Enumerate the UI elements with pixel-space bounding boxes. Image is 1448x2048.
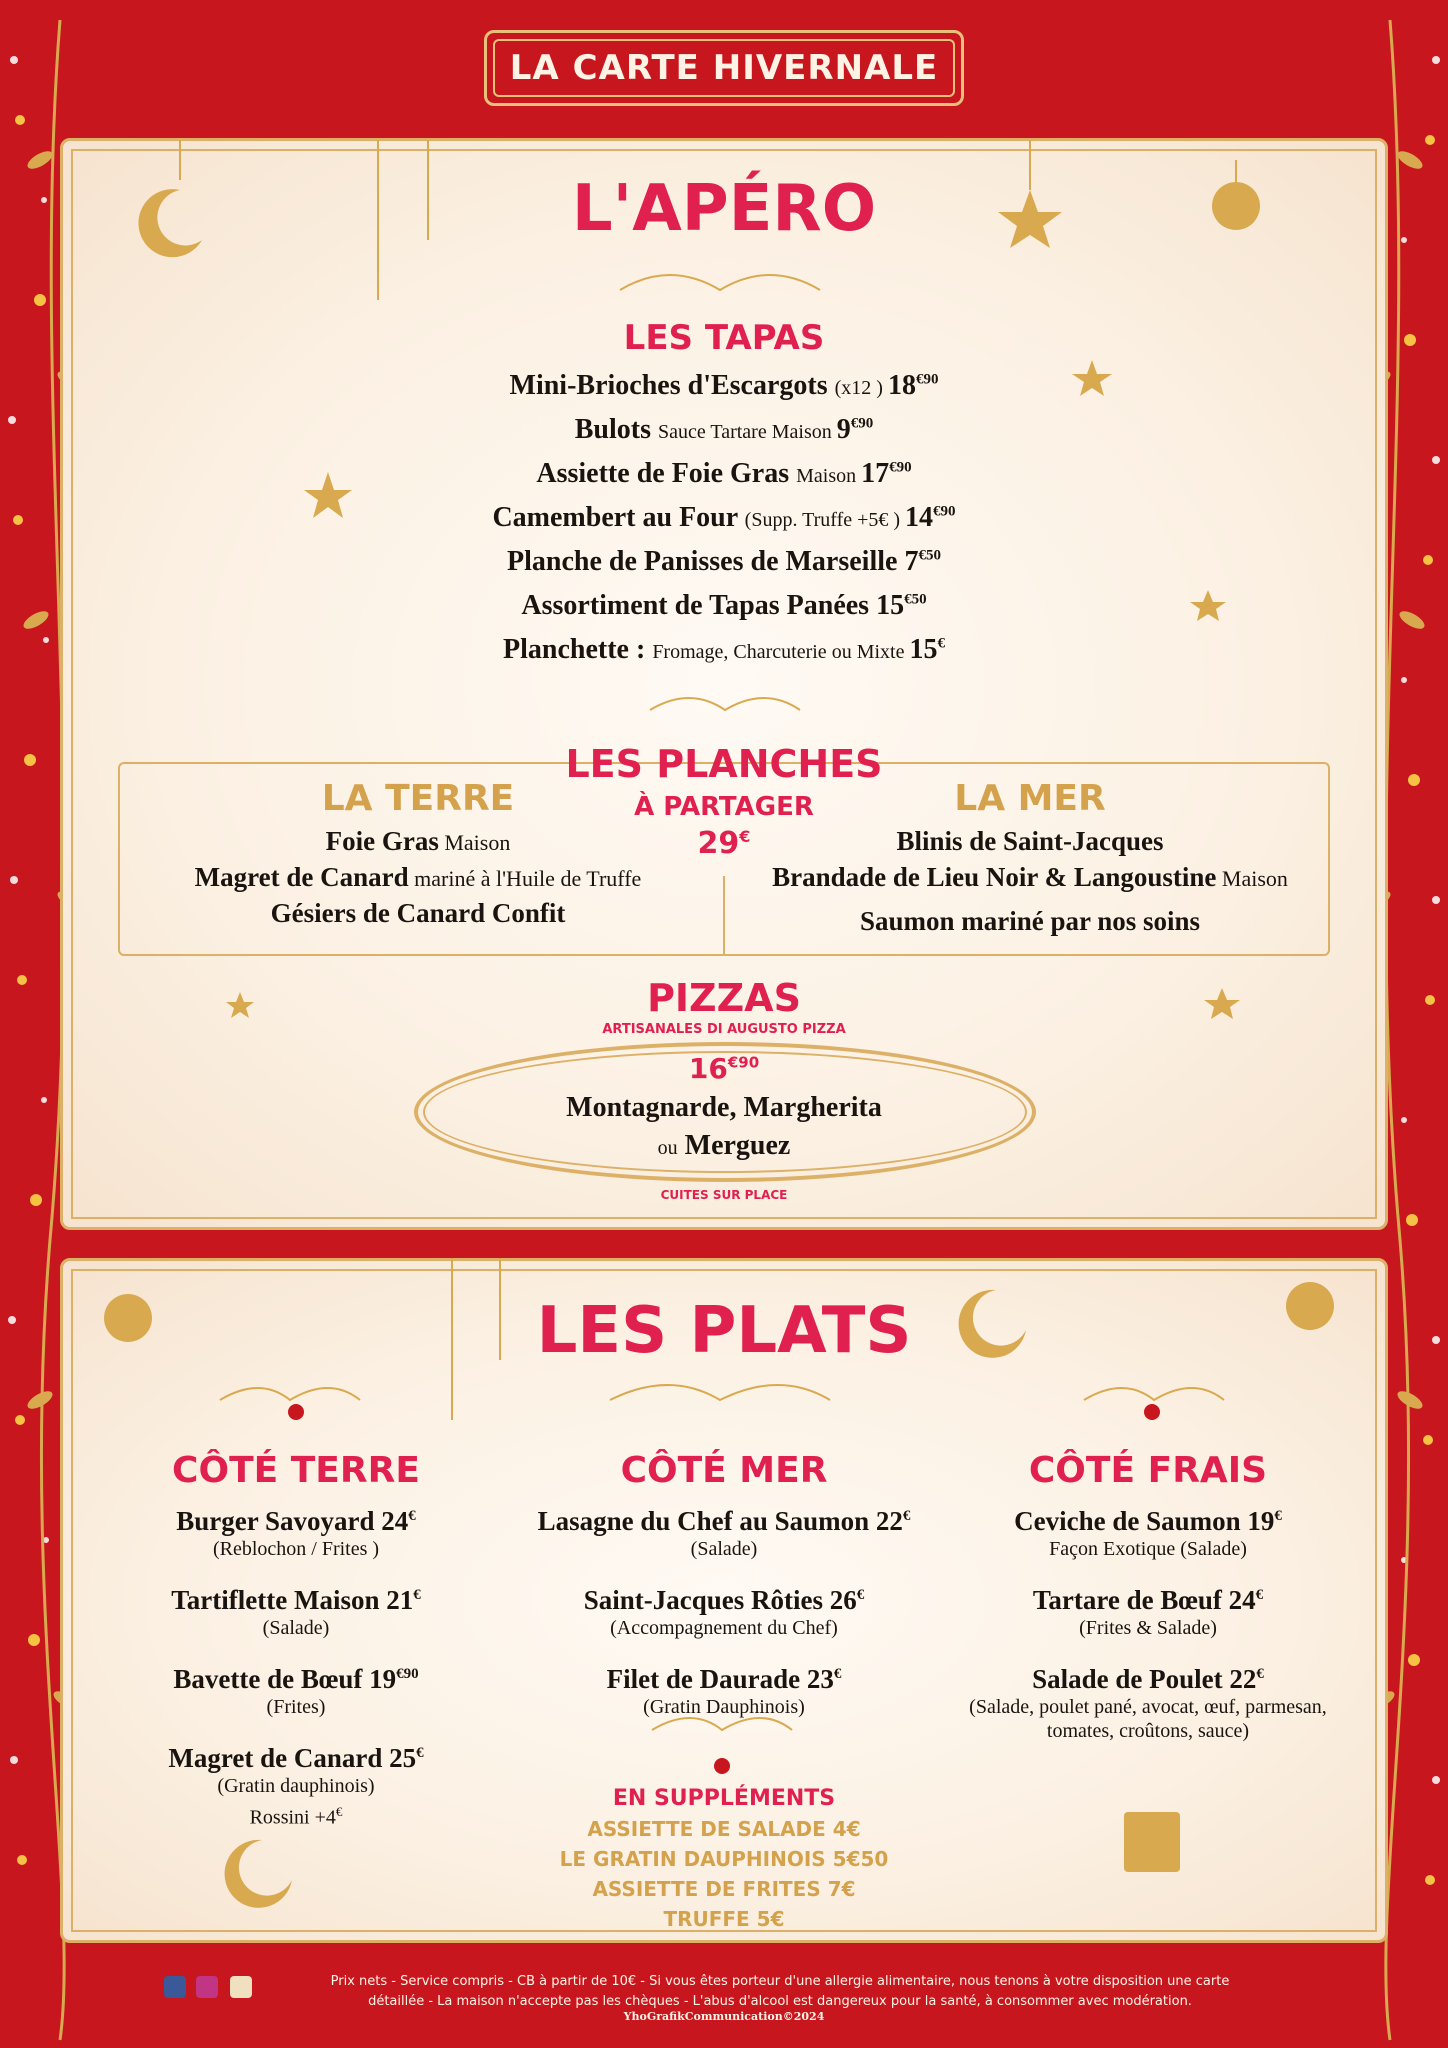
plat-name: Bavette de Bœuf 19 — [173, 1664, 397, 1694]
planche-name: Foie Gras — [325, 826, 439, 856]
planche-name: Gésiers de Canard Confit — [270, 898, 566, 928]
plat-detail: (Salade) — [690, 1538, 758, 1560]
plat-detail: (Salade) — [262, 1617, 330, 1639]
plat-price-sup: €90 — [396, 1666, 419, 1682]
mer-title: LA MER — [954, 778, 1106, 819]
tapas-price: 9 — [836, 414, 851, 445]
apero-title: L'APÉRO — [571, 172, 877, 246]
supplement-item: ASSIETTE DE SALADE 4€ — [587, 1817, 861, 1841]
plat-extra-text: Rossini +4 — [249, 1806, 336, 1829]
plat-price-sup: € — [856, 1587, 865, 1603]
plat-price-sup: € — [1274, 1508, 1282, 1524]
plat-price-sup: € — [413, 1587, 421, 1603]
tapas-item — [0, 502, 1448, 534]
tapas-item — [0, 634, 1448, 666]
planche-item — [730, 906, 1330, 937]
tapas-detail: (x12 ) — [834, 377, 888, 399]
plat-name: Saint-Jacques Rôties 26 — [583, 1585, 857, 1615]
plat-item — [524, 1658, 924, 1695]
terre-plats-list — [96, 1500, 496, 1848]
plat-name: Tartare de Bœuf 24 — [1032, 1585, 1256, 1615]
planche-item — [118, 898, 718, 929]
plat-detail: (Reblochon / Frites ) — [212, 1538, 380, 1560]
tapas-price: 17 — [861, 458, 890, 489]
supplements-list — [524, 1814, 924, 1934]
tapas-name: Camembert au Four — [492, 502, 745, 533]
plat-detail: (Accompagnement du Chef) — [610, 1617, 838, 1639]
plat-item — [96, 1500, 496, 1537]
supplements-title: EN SUPPLÉMENTS — [612, 1786, 836, 1811]
footer-credit: YhoGrafikCommunication©2024 — [623, 2010, 825, 2023]
plat-detail: (Salade, poulet pané, avocat, œuf, parmesan, tomates, croûtons, sauce) — [969, 1696, 1327, 1742]
plat-name: Ceviche de Saumon 19 — [1014, 1506, 1275, 1536]
plat-extra-sup: € — [335, 1804, 343, 1819]
tapas-price: 7 — [904, 546, 919, 577]
supplement-item: LE GRATIN DAUPHINOIS 5€50 — [559, 1847, 889, 1871]
plat-price-sup: € — [408, 1508, 416, 1524]
footer-line1: Prix nets - Service compris - CB à partir de 10€ - Si vous êtes porteur d'une allergie alimentaire, nous tenons à votre disposition une carte — [330, 1974, 1230, 1989]
pizzas-price-value: 16 — [688, 1052, 728, 1085]
planches-price-value: 29 — [697, 826, 740, 861]
plat-detail: (Gratin Dauphinois) — [643, 1696, 805, 1718]
tapas-item — [0, 458, 1448, 490]
tapas-name: Planche de Panisses de Marseille — [507, 546, 905, 577]
plat-price-sup: € — [1255, 1587, 1264, 1603]
tapas-title: LES TAPAS — [623, 318, 825, 358]
tapas-detail: Maison — [796, 465, 862, 487]
plat-item — [948, 1500, 1348, 1537]
plat-name: Filet de Daurade 23 — [606, 1664, 834, 1694]
plat-detail: (Frites) — [266, 1696, 326, 1718]
footer-notice — [260, 1972, 1300, 2012]
tapas-name: Mini-Brioches d'Escargots — [509, 370, 835, 401]
pizzas-price-sup: €90 — [727, 1053, 760, 1072]
tapas-price-sup: €90 — [850, 415, 874, 432]
plat-detail: Façon Exotique (Salade) — [1049, 1538, 1247, 1560]
tapas-detail: (Supp. Truffe +5€ ) — [744, 509, 906, 531]
banner-title: LA CARTE HIVERNALE — [509, 48, 939, 88]
planches-title: LES PLANCHES — [565, 742, 883, 786]
planche-item — [730, 862, 1330, 893]
tapas-price: 15 — [909, 634, 938, 665]
pizzas-line1: Montagnarde, Margherita — [566, 1092, 882, 1123]
supplement-item: TRUFFE 5€ — [663, 1907, 785, 1931]
plat-item — [96, 1737, 496, 1774]
tapas-item — [0, 414, 1448, 446]
planche-name: Brandade de Lieu Noir & Langoustine — [772, 862, 1217, 892]
plat-extra — [96, 1800, 496, 1830]
tapas-name: Planchette : — [503, 634, 653, 665]
tapas-price: 18 — [887, 370, 916, 401]
planche-item — [730, 826, 1330, 857]
pizzas-line2-name: Merguez — [684, 1130, 791, 1161]
tripadvisor-icon[interactable] — [230, 1976, 252, 1998]
plat-name: Tartiflette Maison 21 — [171, 1585, 414, 1615]
plat-price-sup: € — [1256, 1666, 1264, 1682]
pizzas-price — [0, 1052, 1448, 1085]
planche-item — [118, 826, 718, 857]
pizzas-line2 — [0, 1130, 1448, 1162]
tapas-price-sup: €90 — [915, 371, 939, 388]
planche-name: Magret de Canard — [194, 862, 409, 892]
tapas-name: Assortiment de Tapas Panées — [521, 590, 877, 621]
tapas-item — [0, 370, 1448, 402]
tapas-price: 15 — [876, 590, 905, 621]
pizzas-subtitle: ARTISANALES DI AUGUSTO PIZZA — [602, 1022, 846, 1037]
plat-detail: (Frites & Salade) — [1079, 1617, 1217, 1639]
plat-name: Burger Savoyard 24 — [176, 1506, 409, 1536]
mer-plats-list — [524, 1500, 924, 1737]
footer-line2: détaillée - La maison n'accepte pas les chèques - L'abus d'alcool est dangereux pour la santé, à consommer avec modération. — [368, 1994, 1192, 2009]
planche-item — [118, 862, 718, 893]
plat-name: Salade de Poulet 22 — [1032, 1664, 1257, 1694]
tapas-price-sup: €50 — [918, 547, 941, 564]
planches-divider — [723, 876, 725, 954]
mer-plats-title: CÔTÉ MER — [620, 1450, 828, 1491]
supplement-item: ASSIETTE DE FRITES 7€ — [592, 1877, 856, 1901]
instagram-icon[interactable] — [196, 1976, 218, 1998]
plat-item — [96, 1579, 496, 1616]
facebook-icon[interactable] — [164, 1976, 186, 1998]
menu-banner — [484, 30, 964, 106]
plat-item — [524, 1579, 924, 1616]
tapas-price-sup: €90 — [933, 503, 956, 520]
planche-detail: mariné à l'Huile de Truffe — [408, 866, 642, 891]
tapas-detail: Sauce Tartare Maison — [658, 421, 837, 443]
plat-item — [948, 1579, 1348, 1616]
plat-name: Magret de Canard 25 — [168, 1743, 417, 1773]
terre-title: LA TERRE — [321, 778, 515, 819]
plat-item — [948, 1658, 1348, 1695]
planches-subtitle: À PARTAGER — [634, 792, 814, 822]
terre-plats-title: CÔTÉ TERRE — [172, 1450, 420, 1491]
planche-detail: Maison — [1216, 866, 1288, 891]
planche-name: Saumon mariné par nos soins — [859, 906, 1201, 936]
frais-plats-title: CÔTÉ FRAIS — [1028, 1450, 1268, 1491]
planche-detail: Maison — [438, 830, 511, 855]
frais-plats-list — [948, 1500, 1348, 1761]
tapas-item — [0, 546, 1448, 578]
plat-price-sup: € — [902, 1508, 911, 1524]
planches-price-sup: € — [739, 827, 751, 846]
plats-title: LES PLATS — [536, 1294, 912, 1368]
plat-price-sup: € — [416, 1745, 424, 1761]
plat-item — [96, 1658, 496, 1695]
tapas-price-sup: €90 — [889, 459, 912, 476]
tapas-name: Assiette de Foie Gras — [536, 458, 797, 489]
tapas-item — [0, 590, 1448, 622]
tapas-name: Bulots — [574, 414, 658, 445]
planche-name: Blinis de Saint-Jacques — [896, 826, 1164, 856]
plat-item — [524, 1500, 924, 1537]
tapas-price-sup: €50 — [904, 591, 927, 608]
tapas-price: 14 — [905, 502, 934, 533]
pizzas-title: PIZZAS — [647, 976, 801, 1020]
tapas-detail: Fromage, Charcuterie ou Mixte — [652, 641, 910, 663]
plat-name: Lasagne du Chef au Saumon 22 — [537, 1506, 903, 1536]
plat-detail: (Gratin dauphinois) — [217, 1775, 375, 1797]
pizzas-line2-prefix: ou — [657, 1137, 678, 1159]
plat-price-sup: € — [833, 1666, 842, 1682]
pizzas-note: CUITES SUR PLACE — [660, 1188, 788, 1202]
tapas-price-sup: € — [937, 635, 945, 652]
